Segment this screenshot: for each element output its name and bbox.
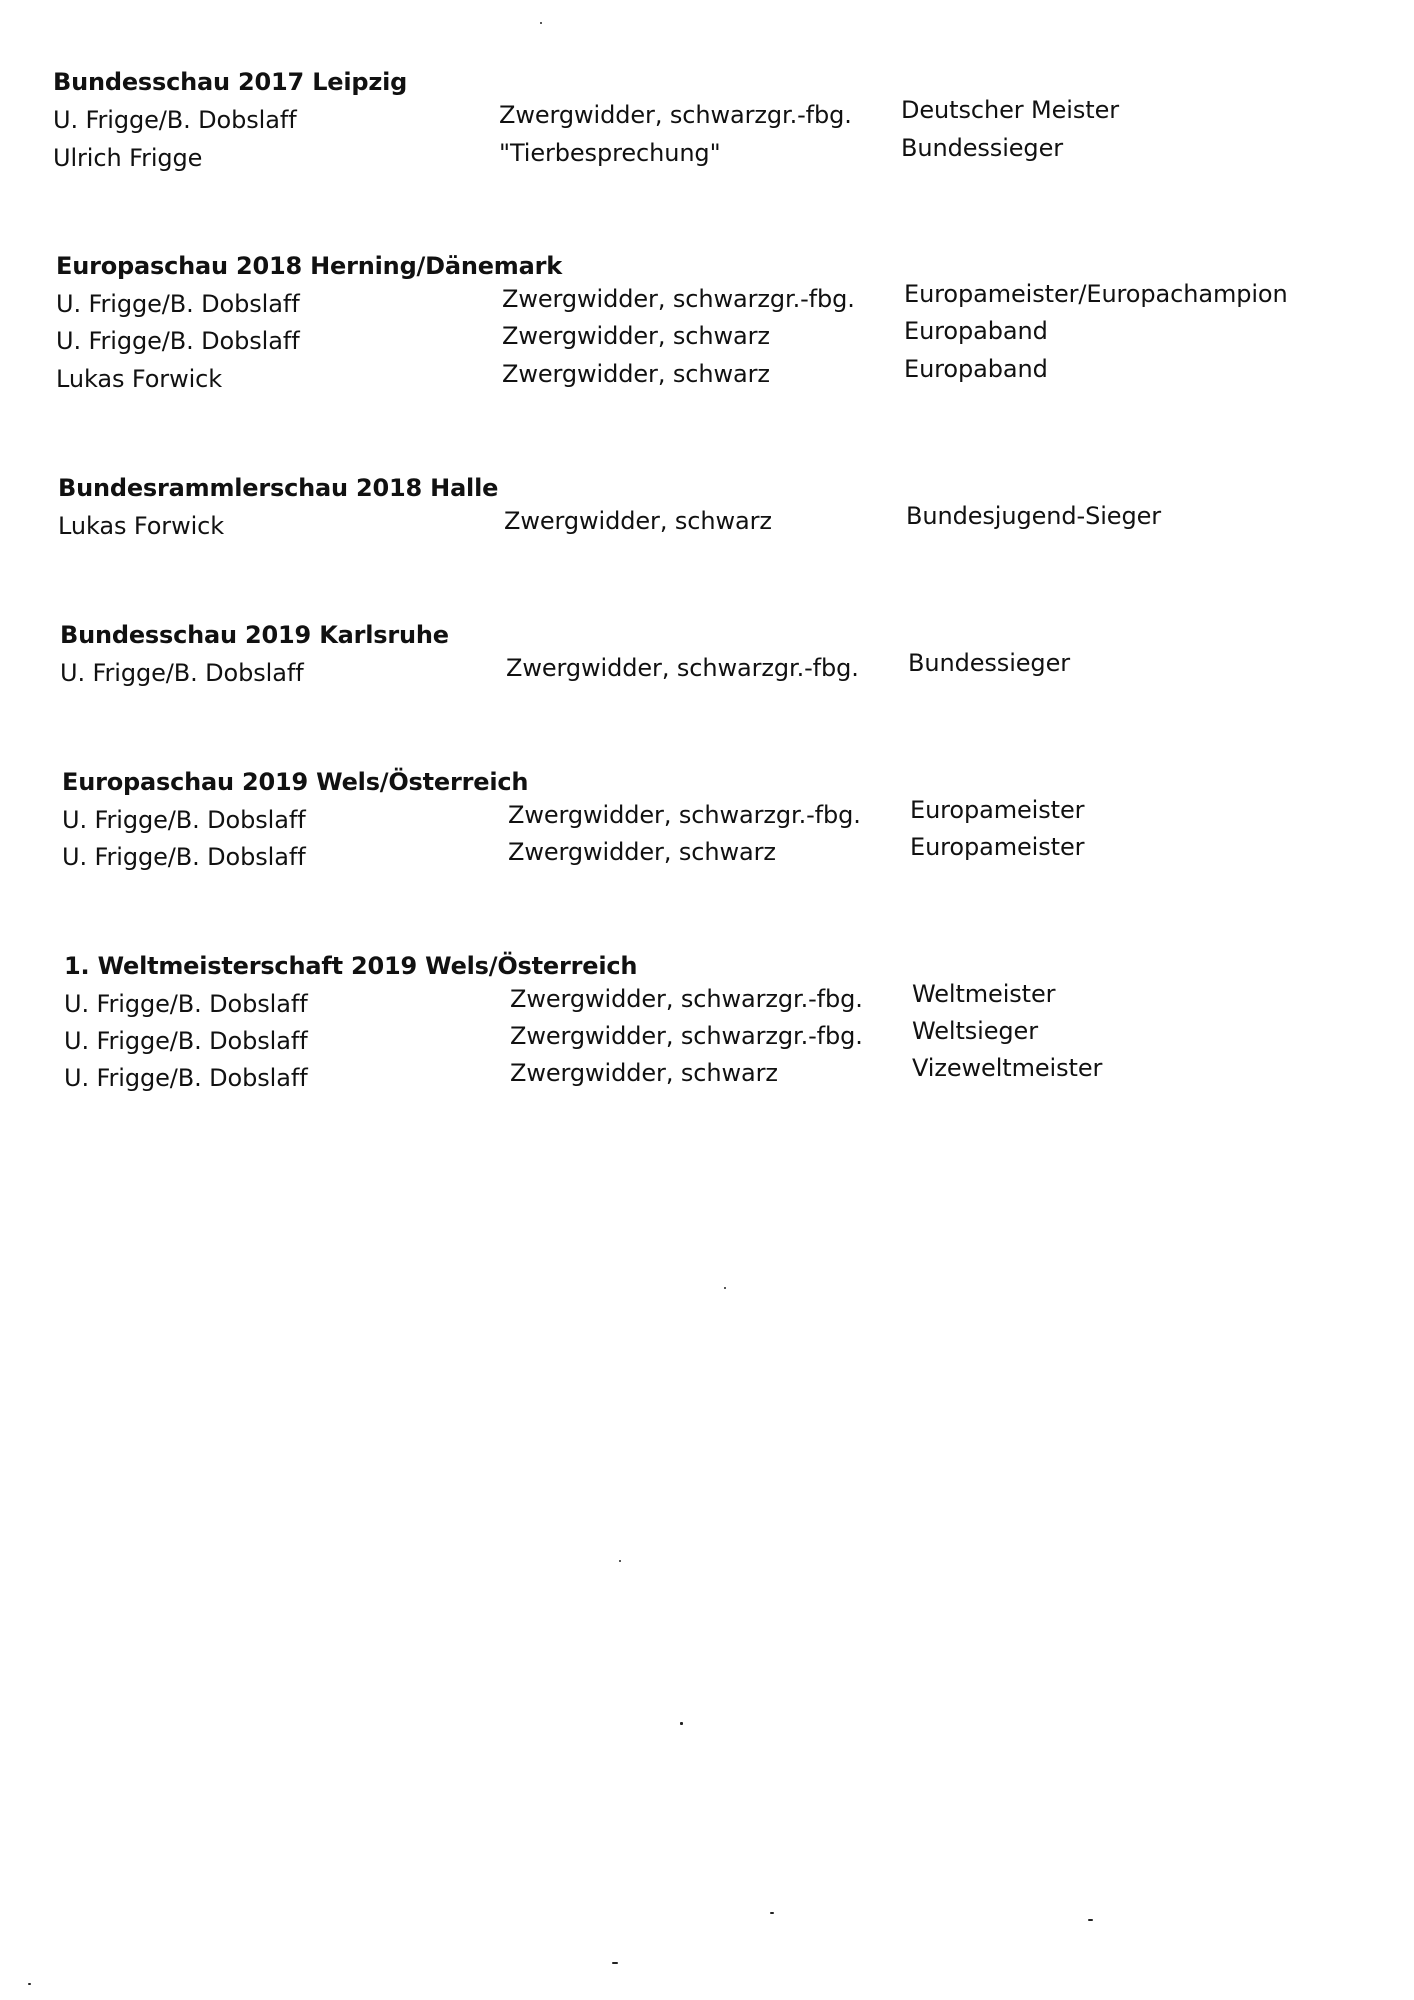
result-row bbox=[64, 980, 1364, 1024]
scan-speck bbox=[28, 1983, 31, 1985]
award-title: Europaband bbox=[904, 355, 1048, 383]
breed-color: Zwergwidder, schwarzgr.-fbg. bbox=[510, 1022, 863, 1050]
award-title: Bundessieger bbox=[908, 649, 1070, 677]
award-title: Bundesjugend-Sieger bbox=[906, 502, 1162, 530]
breed-color: Zwergwidder, schwarzgr.-fbg. bbox=[510, 985, 863, 1013]
exhibitor-name: U. Frigge/B. Dobslaff bbox=[60, 659, 304, 687]
award-title: Europaband bbox=[904, 317, 1048, 345]
exhibitor-name: U. Frigge/B. Dobslaff bbox=[56, 327, 300, 355]
scan-speck bbox=[540, 22, 542, 24]
breed-color: "Tierbesprechung" bbox=[499, 139, 721, 167]
exhibitor-name: U. Frigge/B. Dobslaff bbox=[56, 290, 300, 318]
result-row bbox=[62, 833, 1362, 877]
award-title: Europameister bbox=[910, 833, 1085, 861]
result-row bbox=[56, 280, 1356, 324]
exhibitor-name: U. Frigge/B. Dobslaff bbox=[53, 106, 297, 134]
section-title: Bundesrammlerschau 2018 Halle bbox=[58, 474, 499, 502]
section-title: Europaschau 2018 Herning/Dänemark bbox=[56, 252, 562, 280]
award-title: Europameister/Europachampion bbox=[904, 280, 1288, 308]
breed-color: Zwergwidder, schwarz bbox=[504, 507, 772, 535]
scan-speck bbox=[680, 1722, 683, 1725]
breed-color: Zwergwidder, schwarz bbox=[502, 322, 770, 350]
exhibitor-name: U. Frigge/B. Dobslaff bbox=[64, 1027, 308, 1055]
scan-speck bbox=[770, 1912, 774, 1914]
scan-speck bbox=[724, 1287, 726, 1289]
result-row bbox=[64, 1054, 1364, 1098]
exhibitor-name: U. Frigge/B. Dobslaff bbox=[64, 990, 308, 1018]
breed-color: Zwergwidder, schwarzgr.-fbg. bbox=[499, 101, 852, 129]
award-title: Deutscher Meister bbox=[901, 96, 1120, 124]
section-title: 1. Weltmeisterschaft 2019 Wels/Österreich bbox=[64, 952, 638, 980]
breed-color: Zwergwidder, schwarzgr.-fbg. bbox=[506, 654, 859, 682]
breed-color: Zwergwidder, schwarz bbox=[510, 1059, 778, 1087]
result-row bbox=[60, 649, 1360, 693]
award-title: Vizeweltmeister bbox=[912, 1054, 1103, 1082]
result-row bbox=[56, 355, 1356, 399]
scan-speck bbox=[619, 1560, 621, 1562]
exhibitor-name: U. Frigge/B. Dobslaff bbox=[64, 1064, 308, 1092]
result-row bbox=[62, 796, 1362, 840]
section-title: Europaschau 2019 Wels/Österreich bbox=[62, 768, 529, 796]
breed-color: Zwergwidder, schwarz bbox=[508, 838, 776, 866]
award-title: Europameister bbox=[910, 796, 1085, 824]
breed-color: Zwergwidder, schwarz bbox=[502, 360, 770, 388]
result-row bbox=[64, 1017, 1364, 1061]
exhibitor-name: U. Frigge/B. Dobslaff bbox=[62, 806, 306, 834]
scan-speck bbox=[612, 1962, 618, 1964]
section-title: Bundesschau 2019 Karlsruhe bbox=[60, 621, 449, 649]
exhibitor-name: U. Frigge/B. Dobslaff bbox=[62, 843, 306, 871]
award-title: Bundessieger bbox=[901, 134, 1063, 162]
exhibitor-name: Ulrich Frigge bbox=[53, 144, 203, 172]
award-title: Weltsieger bbox=[912, 1017, 1038, 1045]
award-title: Weltmeister bbox=[912, 980, 1056, 1008]
result-row bbox=[58, 502, 1358, 546]
exhibitor-name: Lukas Forwick bbox=[56, 365, 223, 393]
scan-speck bbox=[1088, 1919, 1093, 1921]
section-title: Bundesschau 2017 Leipzig bbox=[53, 68, 408, 96]
result-row bbox=[53, 96, 1353, 140]
breed-color: Zwergwidder, schwarzgr.-fbg. bbox=[502, 285, 855, 313]
result-row bbox=[53, 134, 1353, 178]
exhibitor-name: Lukas Forwick bbox=[58, 512, 225, 540]
result-row bbox=[56, 317, 1356, 361]
breed-color: Zwergwidder, schwarzgr.-fbg. bbox=[508, 801, 861, 829]
